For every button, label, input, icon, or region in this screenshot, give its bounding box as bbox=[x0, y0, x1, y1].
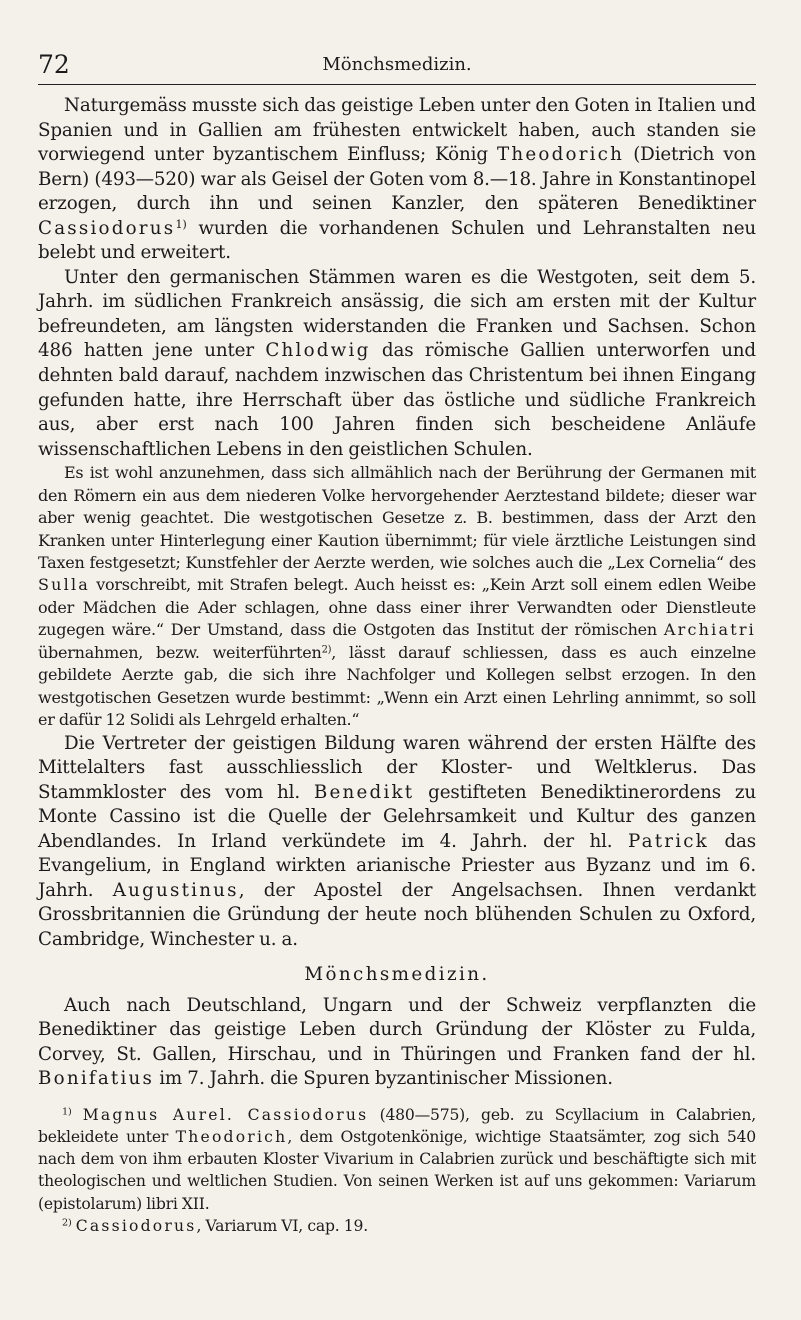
person-name: Chlodwig bbox=[265, 340, 371, 362]
text-run: Auch nach Deutschland, Ungarn und der Schweiz verpflanzten die Benediktiner das geistige Leben durch Gründung der Klöster zu Fulda, Corvey, St. Gallen, Hirschau, und in Thüringen und Franken fand der hl. bbox=[38, 994, 756, 1065]
person-name: Augustinus bbox=[112, 879, 239, 901]
person-name: Sulla bbox=[38, 575, 91, 595]
text-run: übernahmen, bezw. weiterführten bbox=[38, 642, 322, 662]
text-run: , lässt darauf schliessen, dass es auch einzelne gebildete Aerzte gab, die sich ihre Nachfolger und Kollegen selbst erzogen. In den westgotischen Gesetzen wurde bestimmt: „Wenn ein Arzt einen Lehrling annimmt, so soll er dafür 12 Solidi als Lehrgeld erhalten.“ bbox=[38, 642, 756, 730]
person-name: Cassiodorus bbox=[75, 1216, 197, 1235]
person-name: Bonifatius bbox=[38, 1068, 155, 1090]
page-number: 72 bbox=[38, 50, 70, 79]
text-run: (Dietrich von Bern) (493—520) war als Geisel der Goten vom 8.—18. Jahre in Konstantinopel erzogen, durch ihn und seinen Kanzler, den späteren Benediktiner bbox=[38, 144, 757, 215]
running-title: Mönchsmedizin. bbox=[322, 54, 472, 75]
text-run: (480—575), geb. zu Scyllacium in Calabrien, bekleidete unter bbox=[38, 1105, 756, 1146]
text-run: das römische Gallien unterworfen und dehnten bald darauf, nachdem inzwischen das Christentum bei ihnen Eingang gefunden hatte, ihre Herrschaft über das östliche und südliche Frankreich aus, aber erst nach 100 Jahren finden sich bescheidene Anläufe wissenschaftlichen Lebens in den geistlichen Schulen. bbox=[38, 340, 756, 460]
footnote-marker: 2) bbox=[62, 1217, 72, 1229]
section-heading: Mönchsmedizin. bbox=[304, 963, 490, 985]
text-run: Die Vertreter der geistigen Bildung waren während der ersten Hälfte des Mittelalters fast ausschliesslich der Kloster- und Weltklerus. Das Stammkloster des vom hl. bbox=[38, 732, 756, 803]
text-run: vorschreibt, mit Strafen belegt. Auch heisst es: „Kein Arzt soll einem edlen Weibe oder Mädchen die Ader schlagen, ohne dass einer ihrer Verwandten oder Dienstleute zugegen wäre.“ Der Umstand, dass die Ostgoten das Institut der römischen bbox=[38, 575, 756, 640]
text-run: , dem Ostgotenkönige, wichtige Staatsämter, zog sich 540 nach dem von ihm erbauten Kloster Vivarium in Calabrien zurück und beschäftigte sich mit theologischen und weltlichen Studien. Von seinen Werken ist auf uns gekommen: Variarum (epistolarum) libri XII. bbox=[38, 1127, 756, 1213]
paragraph-goten bbox=[38, 94, 756, 266]
term-archiatri: Archiatri bbox=[663, 620, 756, 640]
person-name: Patrick bbox=[627, 830, 709, 852]
person-name: Theodorich bbox=[175, 1127, 288, 1146]
paragraph-deutschland bbox=[38, 994, 756, 1092]
text-run: Unter den germanischen Stämmen waren es die Westgoten, seit dem 5. Jahrh. im südlichen Frankreich ansässig, die sich am ersten mit der Kultur befreundeten, am längsten widerstanden die Franken und Sachsen. Schon 486 hatten jene unter bbox=[38, 266, 756, 362]
text-run: , Variarum VI, cap. 19. bbox=[196, 1216, 368, 1235]
text-run: gestifteten Benediktinerordens zu Monte Cassino ist die Quelle der Gelehrsamkeit und Kultur des ganzen Abendlandes. In Irland verkündete im 4. Jahrh. der hl. bbox=[38, 781, 756, 852]
text-run: wurden die vorhandenen Schulen und Lehranstalten neu belebt und erweitert. bbox=[38, 217, 756, 264]
footnote-1 bbox=[38, 1104, 756, 1215]
paragraph-germanen bbox=[38, 266, 756, 462]
footnote-2 bbox=[38, 1215, 756, 1237]
text-run: , der Apostel der Angelsachsen. Ihnen verdankt Grossbritannien die Gründung der heute noch blühenden Schulen zu Oxford, Cambridge, Winchester u. a. bbox=[38, 879, 756, 951]
person-name: Magnus Aurel. Cassiodorus bbox=[82, 1105, 369, 1124]
text-run: Es ist wohl anzunehmen, dass sich allmählich nach der Berührung der Germanen mit den Römern ein aus dem niederen Volke hervorgehender Aerztestand bildete; dieser war aber wenig geachtet. Die westgotischen Gesetze z. B. bestimmen, dass der Arzt den Kranken unter Hinterlegung einer Kaution übernimmt; für viele ärztliche Leistungen sind Taxen festgesetzt; Kunstfehler der Aerzte werden, wie solches auch die „Lex Cornelia“ des bbox=[38, 463, 756, 573]
page-header bbox=[38, 44, 756, 85]
footnote-ref[interactable]: 2) bbox=[321, 644, 332, 656]
text-run: im 7. Jahrh. die Spuren byzantinischer Missionen. bbox=[154, 1068, 613, 1090]
page-body bbox=[38, 94, 756, 1237]
paragraph-aerztestand bbox=[38, 462, 756, 731]
footnote-marker: 1) bbox=[62, 1106, 72, 1118]
text-run: das Evangelium, in England wirkten arianische Priester aus Byzanz und im 6. Jahrh. bbox=[38, 830, 756, 901]
person-name: Benedikt bbox=[313, 781, 415, 803]
person-name: Theodorich bbox=[497, 144, 625, 166]
footnote-ref[interactable]: 1) bbox=[175, 216, 187, 231]
footnotes bbox=[38, 1104, 756, 1237]
person-name: Cassiodorus bbox=[38, 217, 176, 239]
text-run: Naturgemäss musste sich das geistige Leben unter den Goten in Italien und Spanien und in Gallien am frühesten entwickelt haben, auch standen sie vorwiegend unter byzantischem Einfluss; König bbox=[38, 95, 756, 166]
paragraph-klerus bbox=[38, 732, 756, 953]
